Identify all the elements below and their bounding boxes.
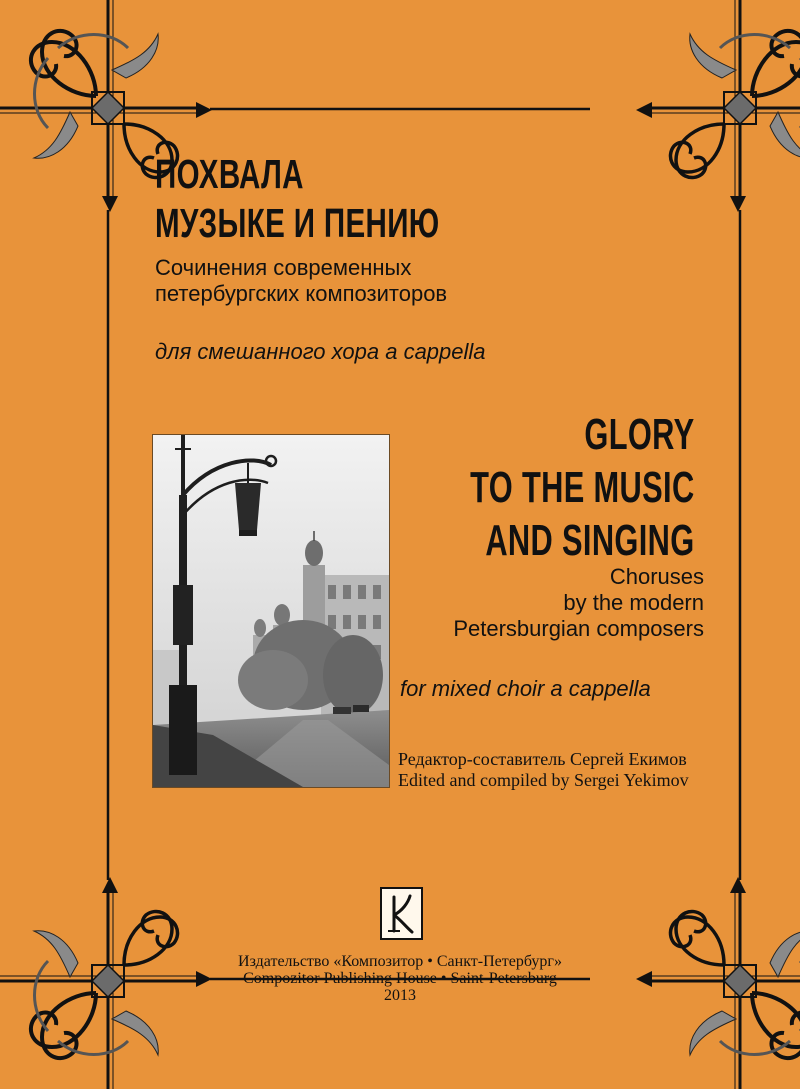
- russian-subtitle: [155, 255, 447, 307]
- english-voicing: for mixed choir a cappella: [400, 676, 651, 701]
- english-subtitle-line-1: Choruses: [609, 564, 704, 589]
- english-title-line-1: GLORY: [584, 410, 695, 459]
- russian-title-line-2: МУЗЫКЕ И ПЕНИЮ: [155, 200, 440, 246]
- russian-title-line-1: ПОХВАЛА: [155, 151, 304, 197]
- publication-year: 2013: [384, 987, 416, 1004]
- russian-subtitle-line-2: петербургских композиторов: [155, 281, 448, 306]
- russian-title: [155, 150, 440, 248]
- english-subtitle-line-3: Petersburgian composers: [453, 616, 704, 641]
- english-title-line-3: AND SINGING: [485, 516, 695, 565]
- editor-credit-russian: Редактор-составитель Сергей Екимов: [398, 749, 687, 769]
- street-lamp-photo-icon: [153, 435, 389, 787]
- english-subtitle: [453, 564, 704, 642]
- publisher-russian: Издательство «Композитор • Санкт-Петербург»: [238, 953, 562, 970]
- english-subtitle-line-2: by the modern: [563, 590, 704, 615]
- english-title: [471, 408, 695, 567]
- publisher-logo-icon: [380, 887, 423, 940]
- russian-subtitle-line-1: Сочинения современных: [155, 255, 412, 280]
- publisher-block: [150, 953, 650, 1004]
- english-title-line-2: TO THE MUSIC: [470, 463, 695, 512]
- editor-credit-english: Edited and compiled by Sergei Yekimov: [398, 770, 689, 790]
- russian-voicing: для смешанного хора a cappella: [155, 339, 486, 364]
- publisher-english: Compozitor Publishing House • Saint-Petersburg: [243, 970, 557, 987]
- editor-credit: [398, 749, 689, 791]
